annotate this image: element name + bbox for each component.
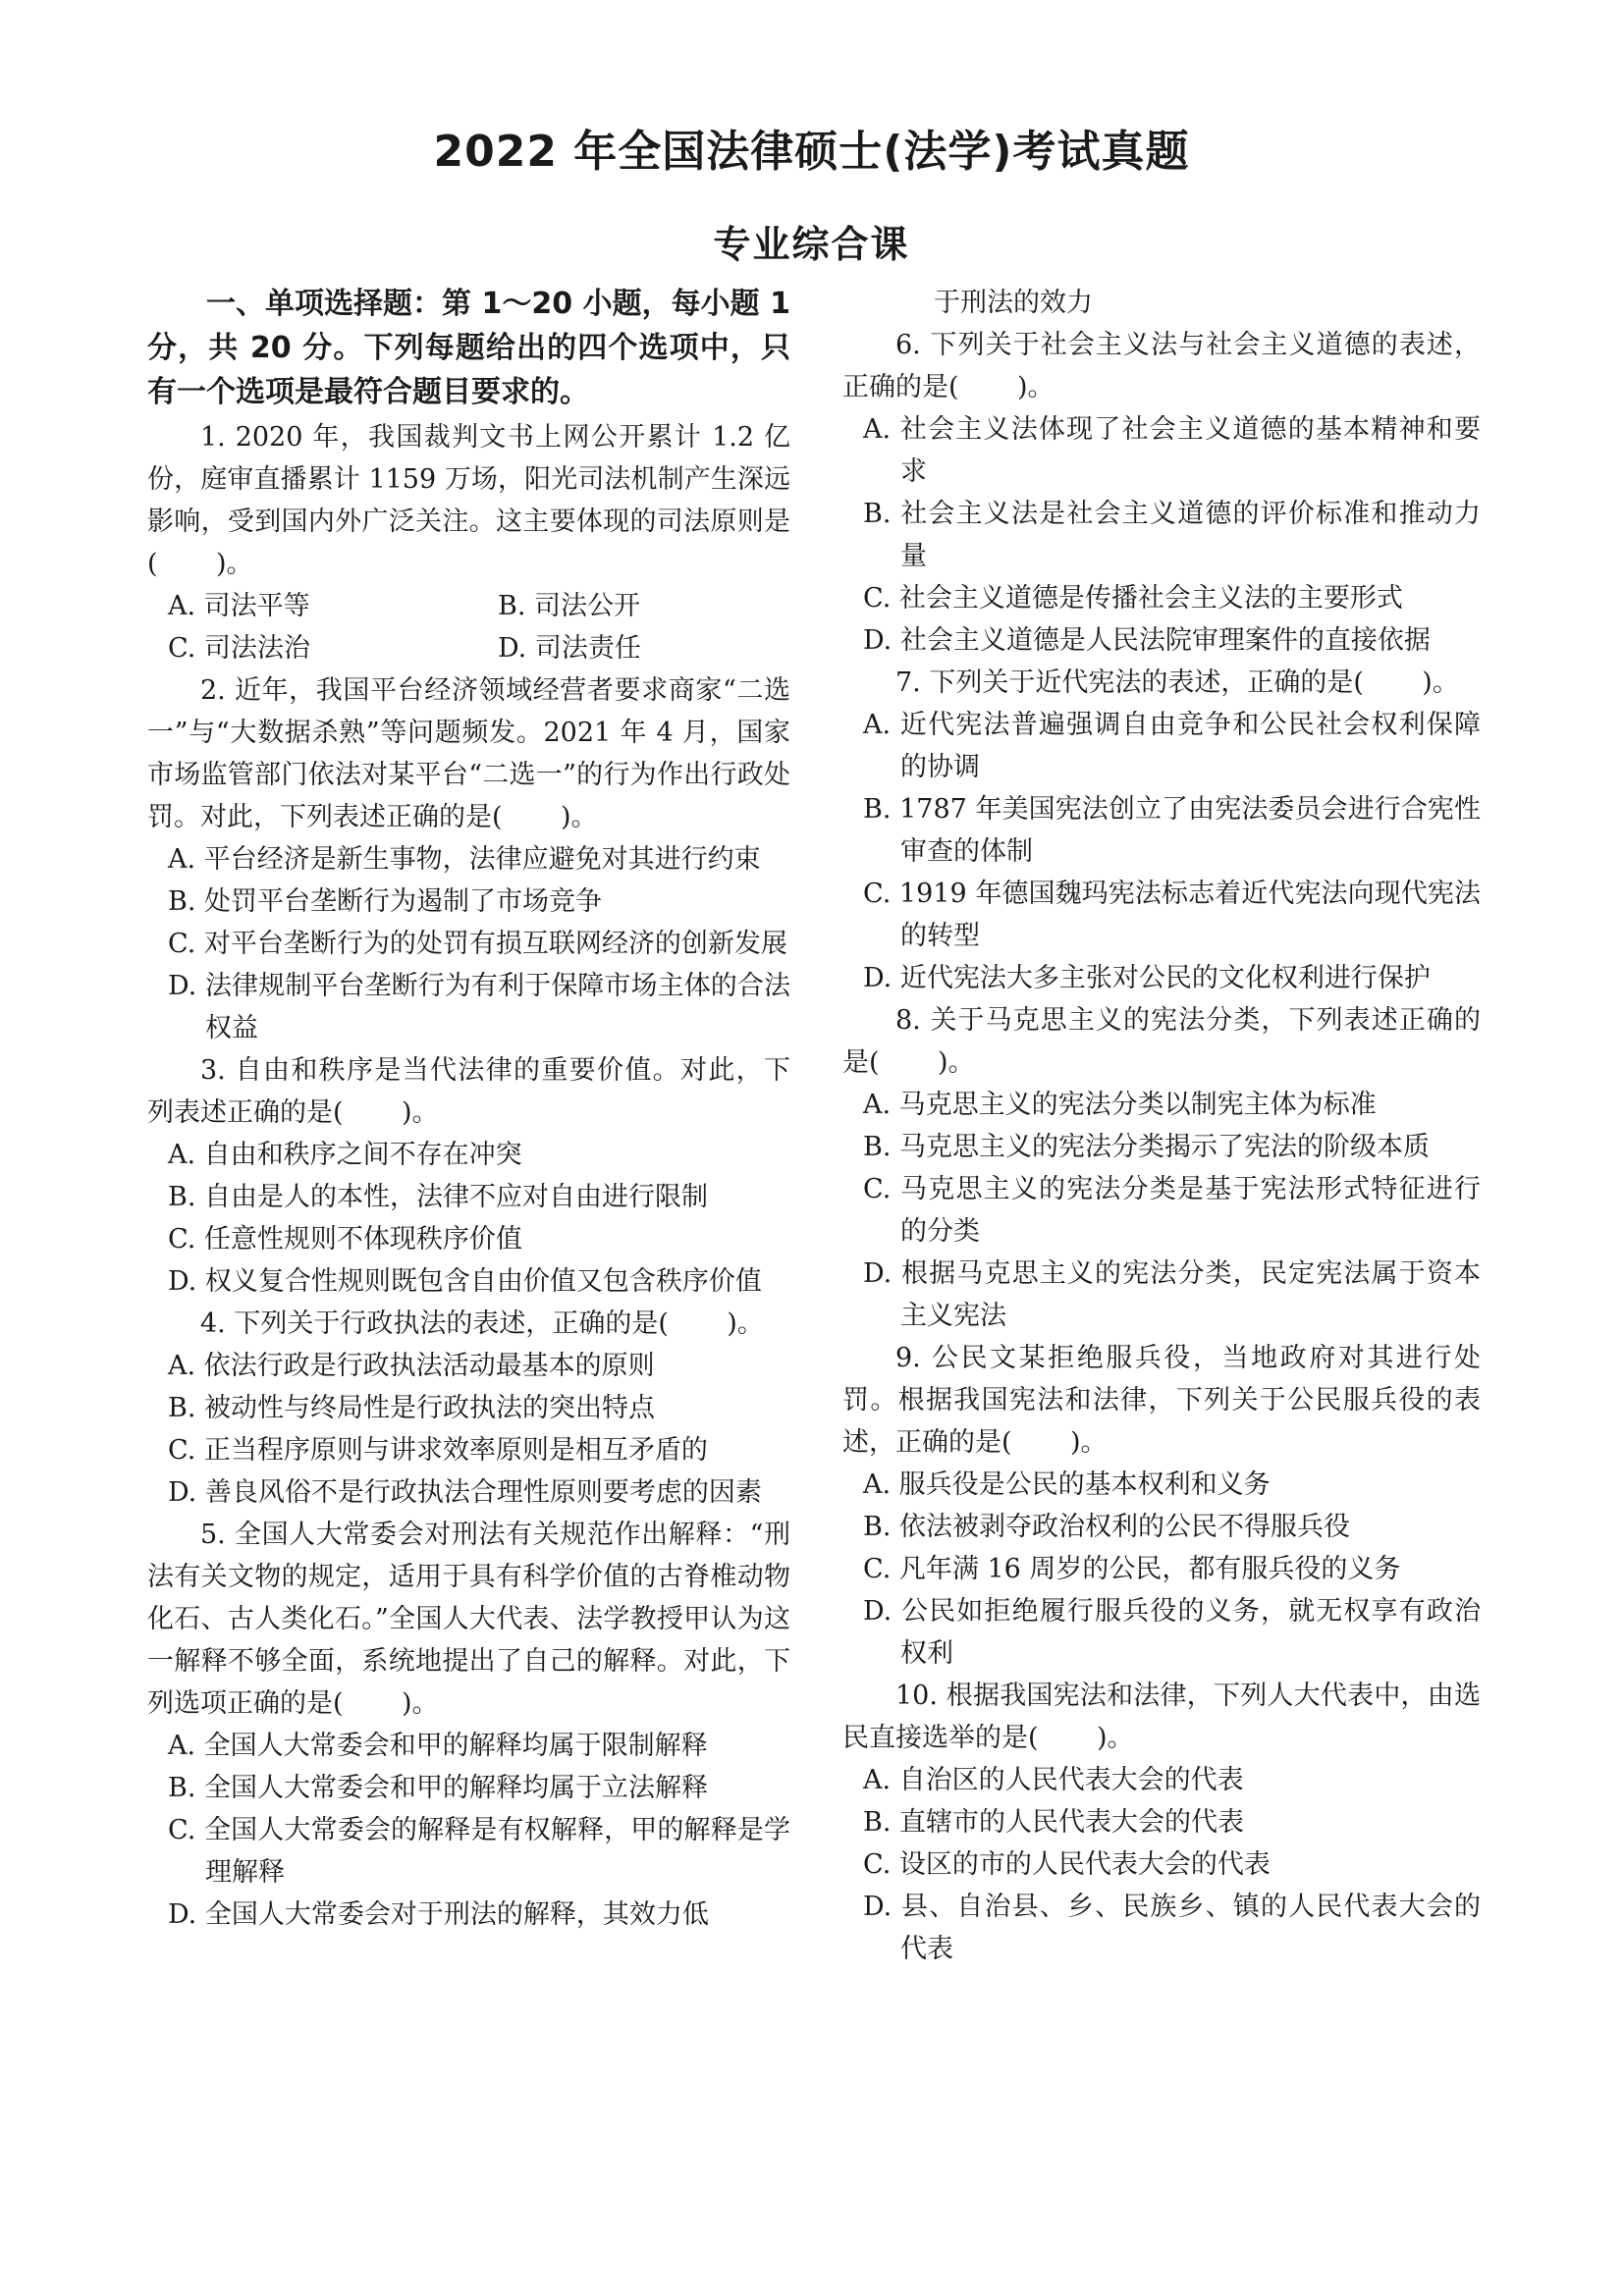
option-d-continuation: 于刑法的效力 (934, 288, 1093, 318)
option-a[interactable]: A. 平台经济是新生事物，法律应避免对其进行约束 (168, 844, 761, 875)
option-a[interactable]: A. 马克思主义的宪法分类以制宪主体为标准 (863, 1090, 1377, 1120)
question-stem: 8. 关于马克思主义的宪法分类，下列表述正确的是( )。 (842, 1005, 1481, 1078)
option-c[interactable]: C. 司法法治 (168, 633, 310, 664)
option-a[interactable]: A. 社会主义法体现了社会主义道德的基本精神和要求 (863, 414, 1481, 487)
option-d[interactable]: D. 权义复合性规则既包含自由价值又包含秩序价值 (168, 1266, 762, 1297)
option-d[interactable]: D. 全国人大常委会对于刑法的解释，其效力低 (168, 1899, 709, 1930)
option-b[interactable]: B. 依法被剥夺政治权利的公民不得服兵役 (863, 1512, 1351, 1542)
option-c[interactable]: C. 马克思主义的宪法分类是基于宪法形式特征进行的分类 (863, 1174, 1481, 1247)
option-c[interactable]: C. 1919 年德国魏玛宪法标志着近代宪法向现代宪法的转型 (863, 879, 1481, 951)
option-b[interactable]: B. 马克思主义的宪法分类揭示了宪法的阶级本质 (863, 1132, 1431, 1162)
option-b[interactable]: B. 处罚平台垄断行为遏制了市场竞争 (168, 886, 603, 917)
option-a[interactable]: A. 近代宪法普遍强调自由竞争和公民社会权利保障的协调 (863, 710, 1481, 782)
option-c[interactable]: C. 设区的市的人民代表大会的代表 (863, 1849, 1271, 1880)
option-b[interactable]: B. 1787 年美国宪法创立了由宪法委员会进行合宪性审查的体制 (863, 794, 1481, 867)
option-c[interactable]: C. 全国人大常委会的解释是有权解释，甲的解释是学理解释 (168, 1815, 790, 1888)
option-b[interactable]: B. 自由是人的本性，法律不应对自由进行限制 (168, 1182, 709, 1212)
option-a[interactable]: A. 全国人大常委会和甲的解释均属于限制解释 (168, 1731, 708, 1761)
left-column (147, 282, 790, 1936)
page-title: 2022 年全国法律硕士(法学)考试真题 (433, 127, 1190, 177)
option-c[interactable]: C. 社会主义道德是传播社会主义法的主要形式 (863, 583, 1403, 614)
option-a[interactable]: A. 自由和秩序之间不存在冲突 (168, 1140, 522, 1170)
question-stem: 10. 根据我国宪法和法律，下列人大代表中，由选民直接选举的是( )。 (842, 1681, 1481, 1753)
option-c[interactable]: C. 对平台垄断行为的处罚有损互联网经济的创新发展 (168, 929, 787, 959)
option-d[interactable]: D. 根据马克思主义的宪法分类，民定宪法属于资本主义宪法 (863, 1258, 1481, 1331)
question-1 (147, 416, 790, 669)
option-a[interactable]: A. 司法平等 (168, 591, 310, 621)
option-grid (147, 585, 790, 669)
option-b[interactable]: B. 社会主义法是社会主义道德的评价标准和推动力量 (863, 499, 1481, 571)
question-stem: 2. 近年，我国平台经济领域经营者要求商家“二选一”与“大数据杀熟”等问题频发。2021 年 4 月，国家市场监管部门依法对某平台“二选一”的行为作出行政处罚。对此，下列表述正确的是( )。 (147, 675, 790, 832)
option-b[interactable]: B. 司法公开 (498, 591, 641, 621)
option-b[interactable]: B. 直辖市的人民代表大会的代表 (863, 1807, 1245, 1838)
question-stem: 9. 公民文某拒绝服兵役，当地政府对其进行处罚。根据我国宪法和法律，下列关于公民服兵役的表述，正确的是( )。 (842, 1343, 1481, 1458)
question-6 (842, 324, 1481, 662)
question-stem: 7. 下列关于近代宪法的表述，正确的是( )。 (895, 667, 1459, 698)
option-a[interactable]: A. 自治区的人民代表大会的代表 (863, 1765, 1244, 1795)
option-c[interactable]: C. 正当程序原则与讲求效率原则是相互矛盾的 (168, 1435, 708, 1466)
question-stem: 1. 2020 年，我国裁判文书上网公开累计 1.2 亿份，庭审直播累计 1159 万场，阳光司法机制产生深远影响，受到国内外广泛关注。这主要体现的司法原则是( )。 (147, 422, 790, 579)
option-d[interactable]: D. 司法责任 (498, 633, 641, 664)
question-stem: 5. 全国人大常委会对刑法有关规范作出解释：“刑法有关文物的规定，适用于具有科学价值的古脊椎动物化石、古人类化石。”全国人大代表、法学教授甲认为这一解释不够全面，系统地提出了自己的解释。对此，下列选项正确的是( )。 (147, 1520, 790, 1719)
question-stem: 4. 下列关于行政执法的表述，正确的是( )。 (200, 1308, 764, 1339)
option-d[interactable]: D. 公民如拒绝履行服兵役的义务，就无权享有政治权利 (863, 1596, 1481, 1669)
option-a[interactable]: A. 依法行政是行政执法活动最基本的原则 (168, 1351, 655, 1381)
option-b[interactable]: B. 全国人大常委会和甲的解释均属于立法解释 (168, 1773, 709, 1803)
right-column (842, 282, 1481, 1970)
question-3 (147, 1049, 790, 1303)
question-9 (842, 1337, 1481, 1675)
option-d[interactable]: D. 社会主义道德是人民法院审理案件的直接依据 (863, 625, 1431, 656)
question-stem: 6. 下列关于社会主义法与社会主义道德的表述，正确的是( )。 (842, 330, 1481, 402)
question-5 (147, 1514, 790, 1936)
option-a[interactable]: A. 服兵役是公民的基本权利和义务 (863, 1469, 1271, 1500)
option-c[interactable]: C. 任意性规则不体现秩序价值 (168, 1224, 522, 1255)
question-4 (147, 1303, 790, 1514)
question-10 (842, 1675, 1481, 1970)
option-d[interactable]: D. 县、自治县、乡、民族乡、镇的人民代表大会的代表 (863, 1892, 1481, 1964)
page-subtitle: 专业综合课 (713, 223, 910, 266)
question-8 (842, 999, 1481, 1337)
section-instruction: 一、单项选择题：第 1～20 小题，每小题 1 分，共 20 分。下列每题给出的四个选项中，只有一个选项是最符合题目要求的。 (147, 287, 790, 409)
option-d[interactable]: D. 善良风俗不是行政执法合理性原则要考虑的因素 (168, 1477, 762, 1508)
question-7 (842, 662, 1481, 999)
option-d[interactable]: D. 法律规制平台垄断行为有利于保障市场主体的合法权益 (168, 971, 790, 1043)
option-b[interactable]: B. 被动性与终局性是行政执法的突出特点 (168, 1393, 656, 1423)
question-stem: 3. 自由和秩序是当代法律的重要价值。对此，下列表述正确的是( )。 (147, 1055, 790, 1128)
question-2 (147, 669, 790, 1049)
option-d[interactable]: D. 近代宪法大多主张对公民的文化权利进行保护 (863, 963, 1431, 993)
option-c[interactable]: C. 凡年满 16 周岁的公民，都有服兵役的义务 (863, 1554, 1401, 1584)
